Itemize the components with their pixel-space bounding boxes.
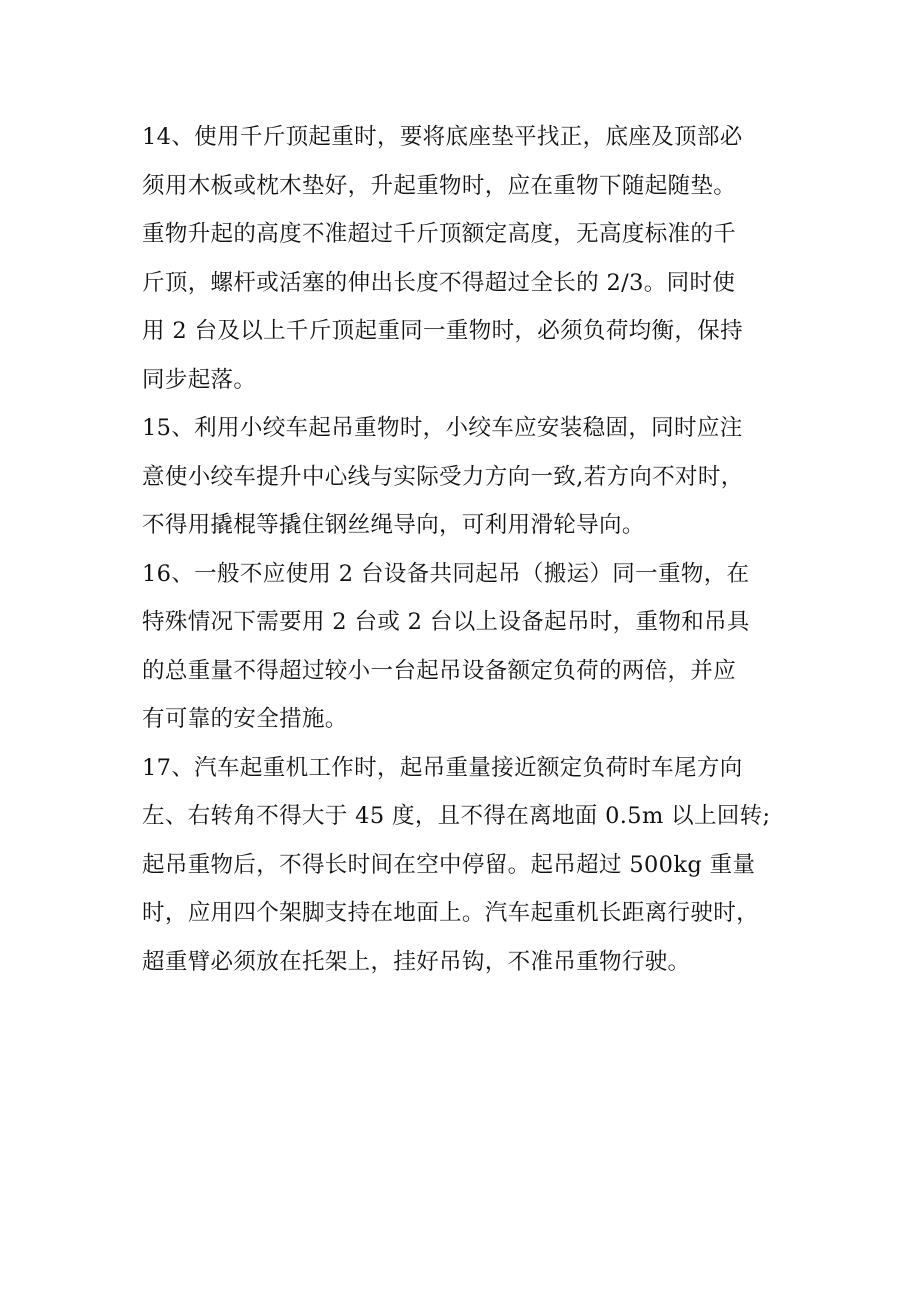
text-line: 起吊重物后，不得长时间在空中停留。起吊超过 500kg 重量: [142, 851, 756, 878]
text-line: 超重臂必须放在托架上，挂好吊钩，不准吊重物行驶。: [142, 948, 691, 975]
text-line: 特殊情况下需要用 2 台或 2 台以上设备起吊时，重物和吊具: [142, 609, 750, 635]
text-line: 16、一般不应使用 2 台设备共同起吊（搬运）同一重物，在: [142, 560, 750, 587]
text-line: 时，应用四个架脚支持在地面上。汽车起重机长距离行驶时，: [142, 900, 759, 926]
text-line: 的总重量不得超过较小一台起吊设备额定负荷的两倍，并应: [142, 657, 737, 684]
text-line: 不得用撬棍等撬住钢丝绳导向，可利用滑轮导向。: [142, 512, 645, 538]
text-line: 意使小绞车提升中心线与实际受力方向一致,若方向不对时，: [142, 463, 744, 490]
text-line: 有可靠的安全措施。: [142, 706, 348, 732]
text-line: 17、汽车起重机工作时，起吊重量接近额定负荷时车尾方向: [142, 754, 743, 781]
text-line: 同步起落。: [142, 366, 257, 393]
text-line: 左、右转角不得大于 45 度，且不得在离地面 0.5m 以上回转;: [142, 803, 771, 829]
text-line: 斤顶，螺杆或活塞的伸出长度不得超过全长的 2/3。同时使: [142, 269, 736, 296]
text-line: 重物升起的高度不准超过千斤顶额定高度，无高度标准的千: [142, 221, 737, 247]
document-body: [142, 113, 782, 986]
text-line: 须用木板或枕木垫好，升起重物时，应在重物下随起随垫。: [142, 172, 737, 199]
text-line: 15、利用小绞车起吊重物时，小绞车应安装稳固，同时应注: [142, 415, 743, 441]
text-line: 14、使用千斤顶起重时，要将底座垫平找正，底座及顶部必: [142, 124, 743, 150]
text-line: 用 2 台及以上千斤顶起重同一重物时，必须负荷均衡，保持: [142, 318, 743, 344]
